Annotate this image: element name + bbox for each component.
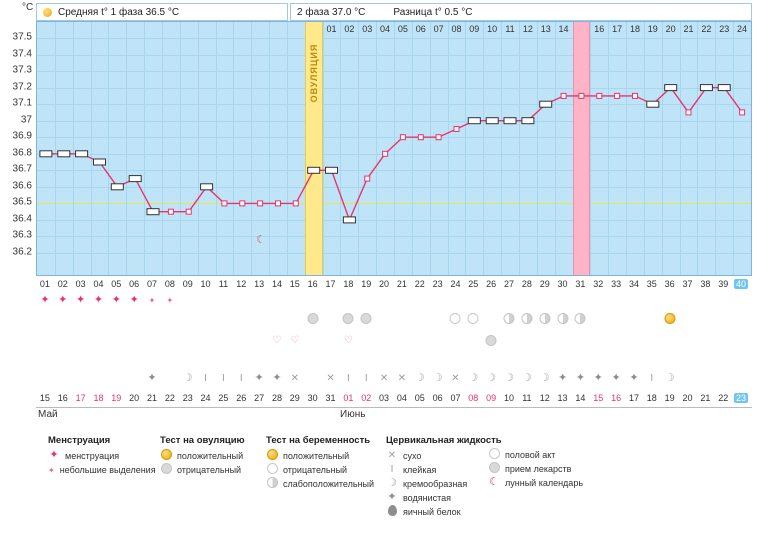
symbol-cell[interactable]: ✕ (451, 373, 460, 384)
measured-marker (700, 85, 712, 91)
legend-item-label: половой акт (505, 449, 556, 460)
chart-day-number: 06 (415, 24, 426, 34)
chart-plot-area[interactable] (37, 22, 751, 275)
y-axis (0, 21, 36, 276)
cycle-day-label[interactable]: 37 (682, 279, 693, 289)
calendar-day-label[interactable]: 21 (700, 393, 711, 403)
ovulation-dot-icon (43, 8, 52, 17)
y-tick-label: 37.5 (12, 31, 32, 43)
chart-day-number: 10 (487, 24, 498, 34)
symbol-cell[interactable]: ☽ (414, 372, 425, 384)
calendar-day-label[interactable]: 26 (236, 393, 247, 403)
calendar-day-label[interactable]: 28 (271, 393, 282, 403)
chart-day-number: 03 (362, 24, 373, 34)
legend-moon-red-icon: ☾ (489, 476, 499, 488)
legend-ovulation-test (160, 435, 265, 478)
legend-item (386, 506, 506, 517)
symbol-cell[interactable] (450, 313, 461, 327)
cycle-day-label[interactable]: 01 (39, 279, 50, 289)
calendar-day-label[interactable]: 24 (200, 393, 211, 403)
legend-item (266, 450, 386, 461)
month-label-right: Июнь (340, 409, 366, 420)
calendar-day-label[interactable]: 08 (468, 393, 479, 403)
measured-marker (308, 167, 320, 173)
lunar-calendar-icon: ☾ (256, 234, 266, 247)
measured-marker (504, 118, 516, 124)
calendar-day-label[interactable]: 20 (129, 393, 140, 403)
cycle-day-label[interactable]: 36 (664, 279, 675, 289)
cycle-day-label[interactable]: 27 (504, 279, 515, 289)
measured-marker (665, 85, 677, 91)
calendar-day-label[interactable]: 17 (75, 393, 86, 403)
legend-item (386, 492, 506, 503)
symbol-cell[interactable]: I (650, 373, 654, 384)
estimated-marker (686, 110, 691, 115)
y-tick-label: 36.9 (12, 130, 32, 142)
symbol-cell[interactable] (486, 335, 497, 349)
measured-marker (76, 151, 88, 157)
phase1-text: Средняя t° 1 фаза 36.5 °C (58, 6, 180, 18)
cycle-day-label[interactable]: 18 (343, 279, 354, 289)
measured-marker (647, 101, 659, 107)
calendar-day-label[interactable]: 16 (57, 393, 68, 403)
chart-day-number: 11 (505, 24, 515, 34)
measured-marker (111, 184, 123, 190)
degree-unit-label: °C (22, 2, 34, 13)
symbol-cell[interactable]: ✦ (593, 372, 603, 384)
legend-item (160, 450, 265, 461)
chart-day-number: 07 (433, 24, 444, 34)
estimated-marker (258, 201, 263, 206)
calendar-day-label[interactable]: 15 (39, 393, 50, 403)
legend-title: Тест на беременность (266, 435, 371, 446)
symbol-cell[interactable]: ✦ (93, 294, 104, 306)
chart-day-number: 23 (719, 24, 730, 34)
measured-marker (326, 167, 338, 173)
legend-other (488, 449, 638, 491)
legend-item-label: сухо (403, 450, 422, 461)
legend-item-label: положительный (177, 450, 244, 461)
symbol-cell[interactable]: ☽ (539, 372, 550, 384)
chart-day-number: 22 (701, 24, 712, 34)
cycle-day-label[interactable]: 28 (521, 279, 532, 289)
y-tick-label: 36.6 (12, 180, 32, 192)
symbol-cell[interactable]: ✦ (166, 296, 174, 305)
calendar-day-label[interactable]: 01 (343, 393, 354, 403)
symbol-cell[interactable]: ☽ (664, 372, 675, 384)
measured-marker (468, 118, 480, 124)
estimated-marker (436, 135, 441, 140)
cycle-day-label[interactable]: 11 (218, 279, 229, 289)
legend-item (48, 464, 156, 475)
chart-day-number: 19 (647, 24, 658, 34)
symbol-cell[interactable]: I (204, 373, 207, 384)
symbol-cell[interactable]: I (346, 373, 350, 384)
symbol-cell[interactable]: ☽ (486, 372, 497, 384)
estimated-marker (561, 93, 566, 98)
cycle-day-label[interactable]: 32 (593, 279, 604, 289)
legend-xmark-icon: ✕ (387, 450, 397, 461)
legend-drop-red-icon: ✦ (49, 449, 59, 461)
symbol-cell[interactable] (307, 313, 318, 327)
symbol-cell[interactable] (361, 313, 372, 327)
calendar-day-label[interactable]: 02 (361, 393, 372, 403)
cycle-day-label[interactable]: 06 (129, 279, 140, 289)
measured-marker (40, 151, 52, 157)
symbol-cell[interactable] (557, 313, 568, 327)
symbol-cell[interactable]: ✦ (129, 294, 139, 306)
symbol-cell[interactable]: ♡ (290, 335, 300, 346)
phase2-average-text: 2 фаза 37.0 °C (297, 6, 366, 18)
chart-day-number: 01 (326, 24, 337, 34)
cervical-fluid-row[interactable] (36, 372, 752, 388)
legend-circ-icon (160, 449, 172, 462)
legend-pregnancy-test (266, 435, 386, 492)
y-tick-label: 37.1 (12, 97, 32, 109)
legend-item (488, 449, 638, 460)
symbol-cell[interactable] (504, 313, 515, 327)
calendar-day-label[interactable]: 12 (539, 393, 550, 403)
chart-day-number: 09 (469, 24, 480, 34)
symbol-cell[interactable]: ✦ (76, 294, 86, 306)
estimated-marker (418, 135, 423, 140)
symbol-cell[interactable]: ☽ (468, 372, 479, 384)
estimated-marker (240, 201, 245, 206)
symbol-cell[interactable]: ☽ (504, 372, 514, 384)
phase-summary-bar (36, 3, 752, 21)
calendar-day-label[interactable]: 10 (504, 393, 515, 403)
cycle-day-label[interactable]: 40 (736, 279, 747, 289)
cycle-day-label[interactable]: 25 (468, 279, 479, 289)
pregnancy-test-row[interactable] (36, 334, 752, 350)
temperature-chart[interactable] (36, 21, 752, 276)
symbol-cell[interactable]: ✦ (58, 294, 68, 306)
cycle-day-label[interactable]: 20 (379, 279, 390, 289)
estimated-marker (276, 201, 281, 206)
calendar-day-label[interactable]: 03 (379, 393, 390, 403)
measured-marker (129, 176, 141, 182)
symbol-cell[interactable] (664, 313, 675, 327)
symbol-cell[interactable] (468, 313, 479, 327)
legend-title: Тест на овуляцию (160, 435, 245, 446)
cycle-day-label[interactable]: 22 (414, 279, 425, 289)
calendar-day-label[interactable]: 07 (450, 393, 461, 403)
cycle-day-label[interactable]: 08 (164, 279, 175, 289)
cycle-day-label[interactable]: 30 (557, 279, 568, 289)
y-tick-label: 36.5 (12, 196, 32, 208)
chart-day-number: 17 (612, 24, 623, 34)
legend-item-label: яичный белок (403, 506, 461, 517)
month-label-left: Май (38, 409, 58, 420)
calendar-day-label[interactable]: 29 (289, 393, 300, 403)
calendar-day-label[interactable]: 09 (486, 393, 497, 403)
y-tick-label: 36.2 (12, 246, 32, 258)
symbol-cell[interactable]: ☽ (521, 372, 532, 384)
symbol-cell[interactable] (575, 313, 586, 327)
measured-marker (94, 159, 106, 165)
legend-item-label: лунный календарь (505, 477, 584, 488)
menstruation-row[interactable] (36, 294, 752, 310)
chart-day-number: 04 (380, 24, 391, 34)
measured-marker (718, 85, 730, 91)
chart-day-number: 12 (522, 24, 533, 34)
legend-item (48, 450, 153, 461)
symbol-cell[interactable]: ☽ (432, 372, 443, 384)
legend-item-label: слабоположительный (283, 478, 375, 489)
symbol-cell[interactable] (539, 313, 550, 327)
legend-tmark-icon: I (390, 464, 394, 475)
legend-dropgrey-icon: ✦ (387, 491, 397, 503)
chart-day-number: 13 (540, 24, 551, 34)
legend-moonglyph-icon: ☽ (387, 477, 397, 489)
legend-item-label: менструация (65, 450, 120, 461)
chart-day-number: 24 (737, 24, 748, 34)
calendar-day-label[interactable]: 25 (218, 393, 229, 403)
cycle-day-label[interactable]: 31 (575, 279, 586, 289)
symbol-cell[interactable]: ✦ (148, 296, 156, 305)
chart-day-number: 14 (558, 24, 569, 34)
symbol-cell[interactable]: ✕ (379, 373, 389, 384)
temperature-line (37, 22, 751, 275)
cycle-day-label[interactable]: 35 (646, 279, 657, 289)
calendar-day-label[interactable]: 06 (432, 393, 443, 403)
symbol-cell[interactable] (343, 313, 354, 327)
calendar-day-label[interactable]: 16 (611, 393, 622, 403)
y-tick-label: 36.8 (12, 147, 32, 159)
legend-circ-icon (266, 449, 278, 462)
cycle-day-label[interactable]: 29 (539, 279, 550, 289)
estimated-marker (400, 135, 405, 140)
measured-marker (147, 209, 159, 215)
estimated-marker (633, 93, 638, 98)
estimated-marker (186, 209, 191, 214)
cycle-day-label[interactable]: 02 (57, 279, 68, 289)
legend-circ-icon (488, 462, 500, 475)
calendar-day-label[interactable]: 31 (325, 393, 336, 403)
chart-day-number: 16 (594, 24, 605, 34)
calendar-day-label[interactable]: 15 (593, 393, 604, 403)
calendar-day-label[interactable]: 21 (147, 393, 158, 403)
symbol-cell[interactable] (521, 313, 532, 327)
calendar-day-label[interactable]: 14 (575, 393, 586, 403)
cycle-day-label[interactable]: 10 (200, 279, 211, 289)
cycle-day-label[interactable]: 09 (182, 279, 193, 289)
y-tick-label: 37.3 (12, 64, 32, 76)
cycle-day-row (36, 278, 752, 292)
measured-marker (58, 151, 70, 157)
calendar-day-label[interactable]: 17 (628, 393, 639, 403)
calendar-day-label[interactable]: 18 (646, 393, 657, 403)
chart-day-number: 20 (665, 24, 676, 34)
estimated-marker (579, 93, 584, 98)
legend-item-label: отрицательный (177, 464, 242, 475)
legend-item-label: водянистая (403, 492, 452, 503)
cycle-day-label[interactable]: 12 (236, 279, 247, 289)
cycle-day-label[interactable]: 21 (396, 279, 407, 289)
cycle-day-label[interactable]: 04 (93, 279, 104, 289)
chart-day-number: 08 (451, 24, 462, 34)
ovulation-band-label: ОВУЛЯЦИЯ (308, 43, 319, 103)
estimated-marker (365, 176, 370, 181)
phase1-summary (36, 3, 288, 21)
cycle-day-label[interactable]: 26 (486, 279, 497, 289)
symbol-cell[interactable]: I (239, 373, 243, 384)
legend-circ-icon (160, 463, 172, 476)
cycle-day-label[interactable]: 24 (450, 279, 461, 289)
cycle-day-label[interactable]: 07 (147, 279, 158, 289)
symbol-cell[interactable]: ✦ (147, 372, 157, 384)
legend-circ-icon (488, 448, 500, 461)
cycle-day-label[interactable]: 16 (307, 279, 318, 289)
symbol-cell[interactable]: ✦ (611, 372, 621, 384)
legend-title: Менструация (48, 435, 111, 446)
phase-difference-text: Разница t° 0.5 °C (393, 6, 473, 18)
cycle-day-label[interactable]: 03 (75, 279, 86, 289)
calendar-day-label[interactable]: 04 (396, 393, 407, 403)
cycle-day-label[interactable]: 15 (289, 279, 300, 289)
cycle-day-label[interactable]: 17 (325, 279, 336, 289)
estimated-marker (293, 201, 298, 206)
cycle-day-label[interactable]: 34 (628, 279, 639, 289)
legend-item (160, 464, 265, 475)
measured-marker (522, 118, 534, 124)
phase2-summary (290, 3, 752, 21)
chart-day-number: 05 (397, 24, 408, 34)
y-tick-label: 37 (20, 114, 32, 126)
legend-circ-icon (266, 477, 278, 490)
calendar-day-label[interactable]: 20 (682, 393, 693, 403)
cycle-day-label[interactable]: 14 (271, 279, 282, 289)
cycle-day-label[interactable]: 38 (700, 279, 711, 289)
y-tick-label: 36.7 (12, 163, 32, 175)
chart-day-number: 02 (344, 24, 355, 34)
legend-item-label: положительный (283, 450, 350, 461)
symbol-cell[interactable]: ✕ (290, 373, 300, 384)
symbol-cell[interactable]: ✕ (326, 373, 335, 384)
legend-item (488, 477, 638, 488)
symbol-cell[interactable]: ✦ (629, 372, 639, 384)
cycle-day-label[interactable]: 23 (432, 279, 443, 289)
symbol-cell[interactable]: ✦ (575, 372, 586, 384)
calendar-day-label[interactable]: 30 (307, 393, 318, 403)
symbol-cell[interactable]: ♡ (272, 335, 282, 346)
symbol-cell[interactable]: ♡ (343, 335, 353, 346)
legend-item (488, 463, 638, 474)
chart-day-number: 21 (683, 24, 694, 34)
symbol-cell[interactable]: I (222, 373, 225, 384)
estimated-marker (168, 209, 173, 214)
symbol-cell[interactable]: ✦ (40, 294, 50, 306)
estimated-marker (222, 201, 227, 206)
calendar-day-label[interactable]: 05 (414, 393, 425, 403)
estimated-marker (597, 93, 602, 98)
legend-item (266, 478, 386, 489)
calendar-day-label[interactable]: 22 (718, 393, 729, 403)
cycle-day-label[interactable]: 19 (361, 279, 372, 289)
ovulation-test-row[interactable] (36, 312, 752, 328)
month-divider (36, 407, 752, 408)
legend-title: Цервикальная жидкость (386, 435, 502, 446)
calendar-date-row[interactable] (36, 392, 752, 406)
calendar-day-label[interactable]: 18 (93, 393, 104, 403)
legend-item-label: небольшие выделения (59, 464, 156, 475)
calendar-day-label[interactable]: 23 (736, 393, 747, 403)
measured-marker (486, 118, 498, 124)
cycle-day-label[interactable]: 39 (718, 279, 729, 289)
symbol-cell[interactable]: I (364, 373, 368, 384)
symbol-cell[interactable]: ✦ (557, 372, 568, 384)
chart-day-number: 18 (629, 24, 640, 34)
calendar-day-label[interactable]: 19 (111, 393, 122, 403)
y-tick-label: 37.2 (12, 81, 32, 93)
cycle-day-label[interactable]: 33 (611, 279, 622, 289)
measured-marker (201, 184, 213, 190)
calendar-day-label[interactable]: 27 (254, 393, 265, 403)
legend-item-label: отрицательный (283, 464, 348, 475)
legend-circ-icon (266, 463, 278, 476)
cycle-day-label[interactable]: 13 (254, 279, 265, 289)
y-tick-label: 37.4 (12, 48, 32, 60)
symbol-cell[interactable]: ✦ (254, 372, 264, 384)
y-tick-label: 36.4 (12, 213, 32, 225)
symbol-cell[interactable]: ✦ (111, 294, 121, 306)
cycle-day-label[interactable]: 05 (111, 279, 122, 289)
estimated-marker (615, 93, 620, 98)
legend-item-label: прием лекарств (505, 463, 572, 474)
y-tick-label: 36.3 (12, 229, 32, 241)
legend-item-label: кремообразная (403, 478, 468, 489)
legend-item (266, 464, 386, 475)
measured-marker (540, 101, 552, 107)
symbol-cell[interactable]: ✦ (272, 372, 282, 384)
calendar-day-label[interactable]: 11 (522, 393, 532, 403)
calendar-day-label[interactable]: 22 (164, 393, 175, 403)
calendar-day-label[interactable]: 19 (664, 393, 675, 403)
legend-drop-small-icon: ✦ (48, 465, 55, 475)
estimated-marker (740, 110, 745, 115)
symbol-cell[interactable]: ☽ (182, 372, 193, 384)
legend-menstruation (48, 435, 156, 478)
legend-eggwhite-icon (386, 505, 398, 518)
estimated-marker (383, 151, 388, 156)
legend-item-label: клейкая (403, 464, 437, 475)
calendar-day-label[interactable]: 23 (182, 393, 193, 403)
symbol-cell[interactable]: ✕ (397, 373, 407, 384)
estimated-marker (454, 127, 459, 132)
measured-marker (343, 217, 355, 223)
calendar-day-label[interactable]: 13 (557, 393, 568, 403)
